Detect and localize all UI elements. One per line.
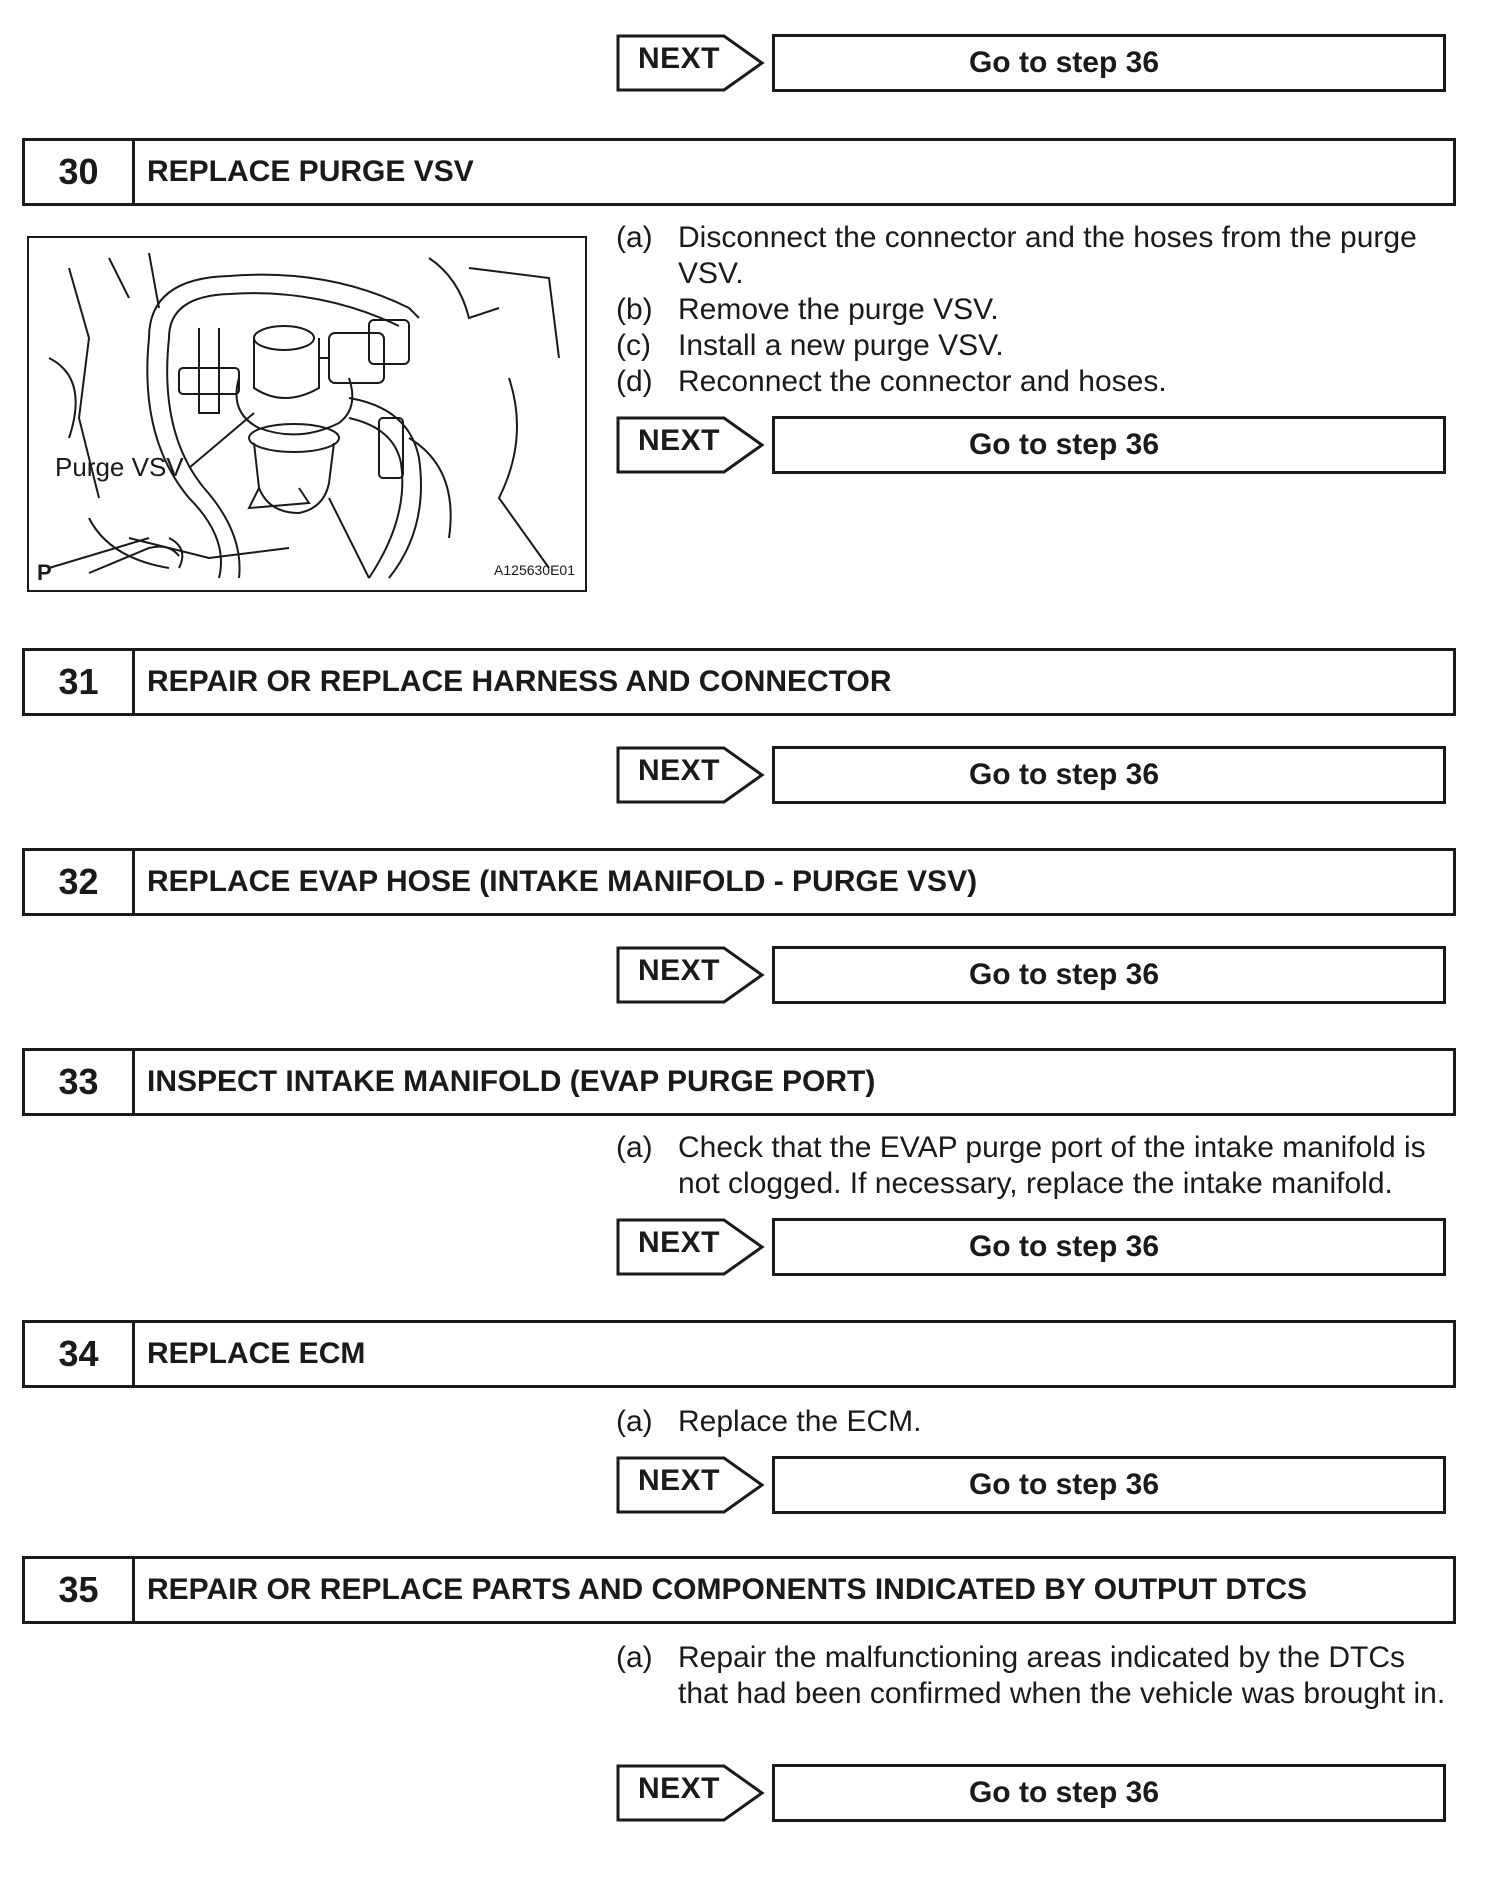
goto-step-box <box>772 1218 1446 1276</box>
step-number: 30 <box>25 141 135 203</box>
instruction-letter: (d) <box>616 365 653 398</box>
next-arrow <box>616 1456 766 1514</box>
step-number: 32 <box>25 851 135 913</box>
figure-callout: Purge VSV <box>55 452 184 482</box>
step-title: REPLACE ECM <box>147 1337 366 1370</box>
next-label: NEXT <box>638 1464 721 1497</box>
goto-label: Go to step 36 <box>968 758 1160 791</box>
step-title: REPLACE EVAP HOSE (INTAKE MANIFOLD - PURGE VSV) <box>147 865 978 898</box>
step34-instructions <box>616 1404 1446 1440</box>
step-header-34 <box>22 1320 1456 1388</box>
instruction-row <box>616 220 1446 292</box>
step-number: 33 <box>25 1051 135 1113</box>
step-header-33 <box>22 1048 1456 1116</box>
figure-corner-mark: P <box>37 560 52 585</box>
next-label: NEXT <box>638 754 721 787</box>
goto-step-box <box>772 1456 1446 1514</box>
step30-instructions <box>616 220 1446 400</box>
goto-label: Go to step 36 <box>968 46 1160 79</box>
instruction-text: Replace the ECM. <box>678 1405 922 1438</box>
instruction-row <box>616 1130 1446 1202</box>
instruction-row <box>616 328 1446 364</box>
step33-instructions <box>616 1130 1446 1202</box>
step-number: 31 <box>25 651 135 713</box>
step35-instructions <box>616 1640 1446 1712</box>
step-header-30 <box>22 138 1456 206</box>
next-label: NEXT <box>638 42 721 75</box>
goto-label: Go to step 36 <box>968 428 1160 461</box>
goto-label: Go to step 36 <box>968 1468 1160 1501</box>
goto-label: Go to step 36 <box>968 1776 1160 1809</box>
next-label: NEXT <box>638 1226 721 1259</box>
instruction-letter: (a) <box>616 1131 653 1164</box>
next-arrow <box>616 34 766 92</box>
figure-id: A125630E01 <box>494 562 575 578</box>
next-arrow <box>616 1218 766 1276</box>
instruction-letter: (a) <box>616 221 653 254</box>
instruction-letter: (b) <box>616 293 653 326</box>
instruction-row <box>616 292 1446 328</box>
goto-step-box <box>772 416 1446 474</box>
next-label: NEXT <box>638 954 721 987</box>
goto-step-box <box>772 946 1446 1004</box>
instruction-row <box>616 1640 1446 1712</box>
engine-bay-drawing <box>29 238 585 590</box>
step-number: 35 <box>25 1559 135 1621</box>
step-header-31 <box>22 648 1456 716</box>
instruction-text: Disconnect the connector and the hoses from the purge VSV. <box>678 221 1417 290</box>
next-label: NEXT <box>638 1772 721 1805</box>
next-arrow <box>616 416 766 474</box>
goto-label: Go to step 36 <box>968 958 1160 991</box>
instruction-letter: (c) <box>616 329 651 362</box>
instruction-letter: (a) <box>616 1405 653 1438</box>
instruction-text: Install a new purge VSV. <box>678 329 1004 362</box>
instruction-row <box>616 364 1446 400</box>
instruction-text: Repair the malfunctioning areas indicated by the DTCs that had been confirmed when the vehicle was brought in. <box>678 1641 1446 1710</box>
instruction-row <box>616 1404 1446 1440</box>
instruction-text: Check that the EVAP purge port of the intake manifold is not clogged. If necessary, replace the intake manifold. <box>678 1131 1426 1200</box>
next-arrow <box>616 746 766 804</box>
instruction-text: Remove the purge VSV. <box>678 293 999 326</box>
step-number: 34 <box>25 1323 135 1385</box>
step-header-35 <box>22 1556 1456 1624</box>
purge-vsv-illustration <box>27 236 587 592</box>
step-title: REPAIR OR REPLACE PARTS AND COMPONENTS INDICATED BY OUTPUT DTCS <box>147 1573 1308 1606</box>
goto-step-box <box>772 1764 1446 1822</box>
goto-step-box <box>772 746 1446 804</box>
next-arrow <box>616 946 766 1004</box>
step-title: INSPECT INTAKE MANIFOLD (EVAP PURGE PORT) <box>147 1065 876 1098</box>
next-arrow <box>616 1764 766 1822</box>
next-label: NEXT <box>638 424 721 457</box>
instruction-letter: (a) <box>616 1641 653 1674</box>
goto-step-box <box>772 34 1446 92</box>
step-title: REPAIR OR REPLACE HARNESS AND CONNECTOR <box>147 665 892 698</box>
step-title: REPLACE PURGE VSV <box>147 155 474 188</box>
step-header-32 <box>22 848 1456 916</box>
instruction-text: Reconnect the connector and hoses. <box>678 365 1167 398</box>
goto-label: Go to step 36 <box>968 1230 1160 1263</box>
